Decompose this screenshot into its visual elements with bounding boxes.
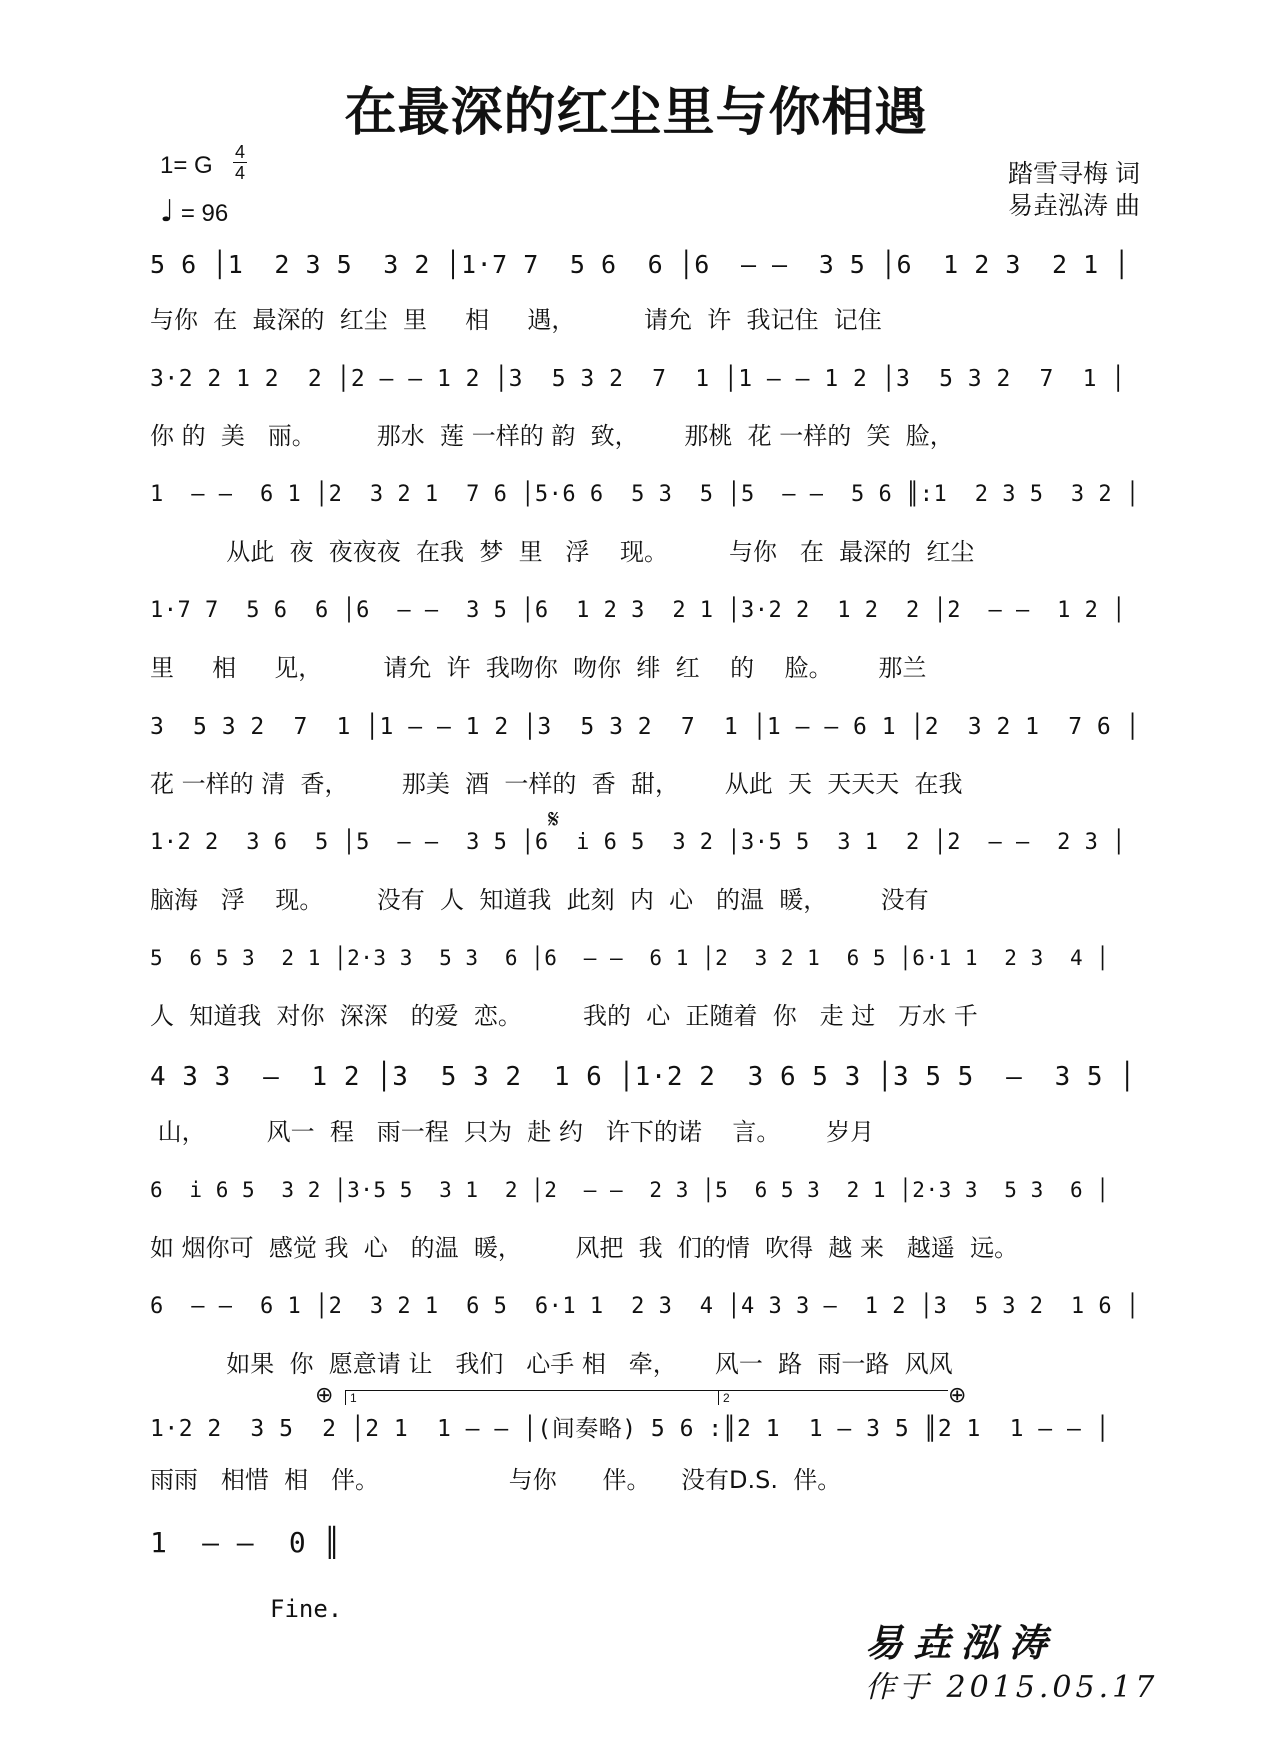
volta-bracket-2: 2 [718,1390,948,1405]
tempo-value: = 96 [180,200,229,227]
lyrics-line: 雨雨 相惜 相 伴。 与你 伴。 没有D.S. 伴。 [150,1466,842,1494]
key-signature: 1= G [160,152,213,179]
notation-line: 1 ― ― 6 1 │2 3 2 1 7 6 │5·6 6 5 3 5 │5 ― ― 5 6 ║:1 2 3 5 3 2 │ [150,482,1140,507]
composition-date: 作于 2015.05.17 [865,1670,1159,1705]
score-system [150,482,1148,582]
time-signature [233,142,247,183]
lyrics-line: 里 相 见， 请允 许 我吻你 吻你 绯 红 的 脸。 那兰 [150,654,927,682]
segno-icon: 𝄋 [548,804,560,834]
composer-signature: 易垚泓涛 [865,1620,1058,1665]
notation-line: 4 3 3 ― 1 2 │3 5 3 2 1 6 │1·2 2 3 6 5 3 │3 5 5 ― 3 5 │ [150,1062,1136,1092]
credits [1008,158,1140,222]
notation-line: 1·2 2 3 6 5 │5 ― ― 3 5 │6 i 6 5 3 2 │3·5 5 3 1 2 │2 ― ― 2 3 │ [150,830,1126,855]
lyrics-line: 如 烟你可 感觉 我 心 的温 暖， 风把 我 们的情 吹得 越 来 越遥 远。 [150,1234,1019,1262]
lyrics-line: 与你 在 最深的 红尘 里 相 遇， 请允 许 我记住 记住 [150,306,882,334]
volta-bracket-1: 1 [345,1390,720,1405]
lyrics-line: 如果 你 愿意请 让 我们 心手 相 牵， 风一 路 雨一路 风风 [150,1350,953,1378]
score-system [150,946,1148,1046]
quarter-note-icon: ♩ [160,194,175,229]
lyrics-line: 人 知道我 对你 深深 的爱 恋。 我的 心 正随着 你 走 过 万水 千 [150,1002,978,1030]
coda-icon: ⊕ [948,1382,967,1407]
lyrics-line: 从此 夜 夜夜夜 在我 梦 里 浮 现。 与你 在 最深的 红尘 [150,538,975,566]
notation-line: 6 ― ― 6 1 │2 3 2 1 6 5 6·1 1 2 3 4 │4 3 3 ― 1 2 │3 5 3 2 1 6 │ [150,1294,1140,1319]
fine-marking: Fine. [270,1595,343,1623]
score-system [150,1178,1148,1278]
lyrics-line: 山， 风一 程 雨一程 只为 赴 约 许下的诺 言。 岁月 [150,1118,875,1146]
lyrics-line: 脑海 浮 现。 没有 人 知道我 此刻 内 心 的温 暖， 没有 [150,886,929,914]
page-title: 在最深的红尘里与你相遇 [344,83,928,143]
time-signature-numerator: 4 [234,142,245,162]
score-system [150,1062,1148,1162]
score-system [150,366,1148,466]
notation-line: 1 ― ― 0 ║ [150,1526,341,1559]
score-system [150,598,1148,698]
notation-line: 5 6 5 3 2 1 │2·3 3 5 3 6 │6 ― ― 6 1 │2 3 2 1 6 5 │6·1 1 2 3 4 │ [150,946,1110,970]
composer-credit: 易垚泓涛 曲 [1008,192,1140,220]
notation-line: 6 i 6 5 3 2 │3·5 5 3 1 2 │2 ― ― 2 3 │5 6 5 3 2 1 │2·3 3 5 3 6 │ [150,1178,1110,1202]
score-system [150,1294,1148,1394]
notation-line: 5 6 │1 2 3 5 3 2 │1·7 7 5 6 6 │6 ― ― 3 5 │6 1 2 3 2 1 │ [150,250,1130,279]
score-system [150,830,1148,930]
score-system [150,250,1148,350]
time-signature-denominator: 4 [234,163,245,183]
notation-line: 3·2 2 1 2 2 │2 ― ― 1 2 │3 5 3 2 7 1 │1 ― ― 1 2 │3 5 3 2 7 1 │ [150,366,1126,392]
notation-line: 1·7 7 5 6 6 │6 ― ― 3 5 │6 1 2 3 2 1 │3·2 2 1 2 2 │2 ― ― 1 2 │ [150,598,1126,623]
lyrics-line: 你 的 美 丽。 那水 莲 一样的 韵 致， 那桃 花 一样的 笑 脸， [150,422,954,450]
coda-icon: ⊕ [315,1382,334,1407]
notation-line: 1·2 2 3 5 2 │2 1 1 ― ― │(间奏略) 5 6 :║2 1 1 ― 3 5 ║2 1 1 ― ― │ [150,1416,1111,1442]
lyricist-credit: 踏雪寻梅 词 [1008,160,1140,188]
score-system [150,1410,1148,1510]
lyrics-line: 花 一样的 清 香， 那美 酒 一样的 香 甜， 从此 天 天天天 在我 [150,770,963,798]
notation-line: 3 5 3 2 7 1 │1 ― ― 1 2 │3 5 3 2 7 1 │1 ― ― 6 1 │2 3 2 1 7 6 │ [150,714,1140,740]
score-system [150,714,1148,814]
tempo-marking [160,194,228,229]
